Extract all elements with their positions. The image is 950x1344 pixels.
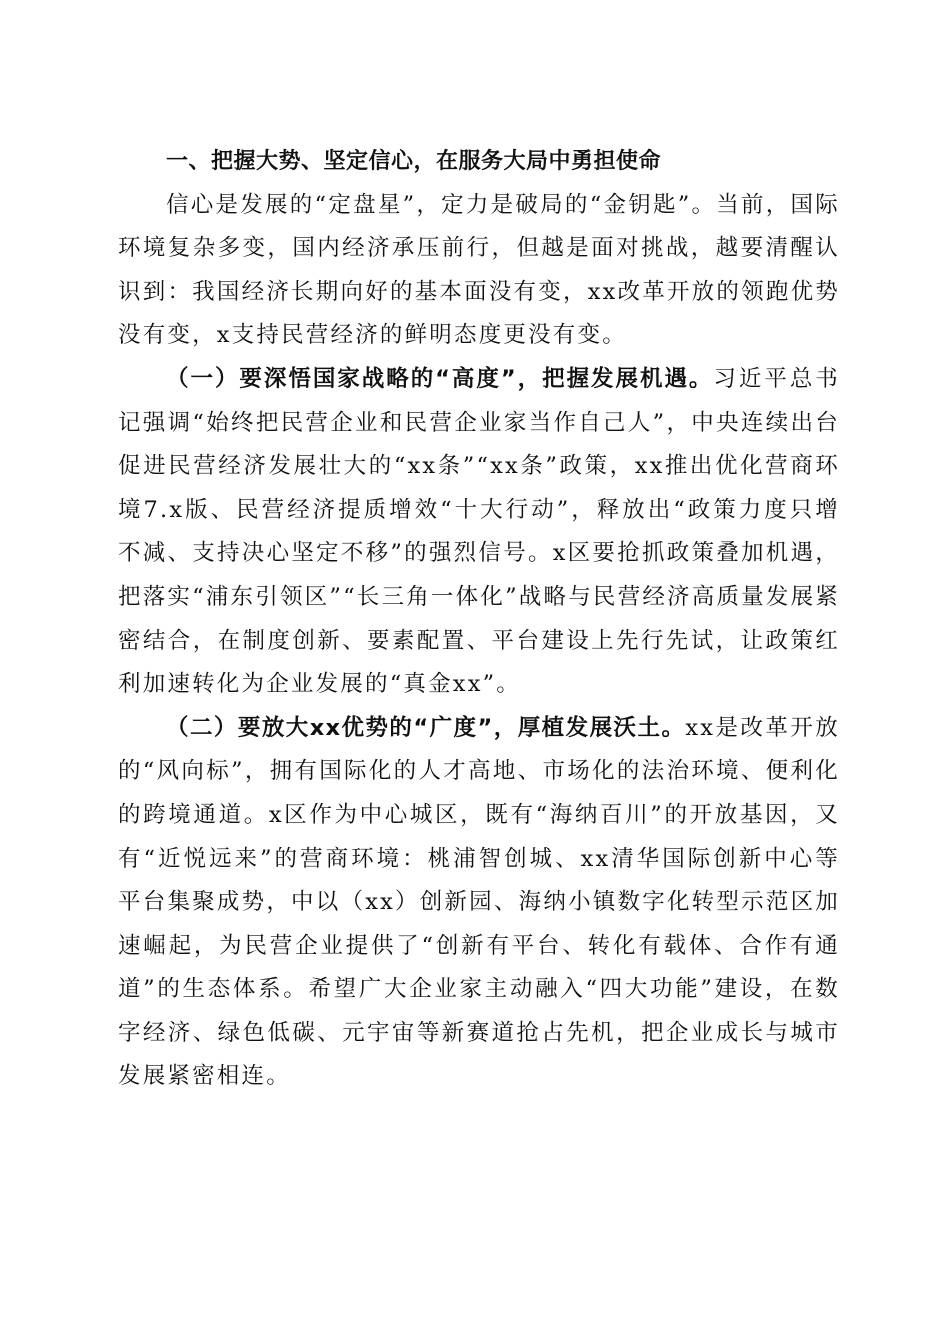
subsection-1-lead: （一）要深悟国家战略的“高度”，把握发展机遇。 <box>166 365 714 392</box>
subsection-1-paragraph <box>118 358 840 707</box>
subsection-2-paragraph <box>118 707 840 1099</box>
subsection-2-lead: （二）要放大xx优势的“广度”，厚植发展沃土。 <box>166 714 686 741</box>
subsection-1-body: 习近平总书记强调“始终把民营企业和民营企业家当作自己人”，中央连续出台促进民营经济发展壮大的“xx条”“xx条”政策，xx推出优化营商环境7.x版、民营经济提质增效“十大行动”，释放出“政策力度只增不减、支持决心坚定不移”的强烈信号。x区要抢抓政策叠加机遇，把落实“浦东引领区”“长三角一体化”战略与民营经济高质量发展紧密结合，在制度创新、要素配置、平台建设上先行先试，让政策红利加速转化为企业发展的“真金xx”。 <box>118 365 840 698</box>
section-heading: 一、把握大势、坚定信心，在服务大局中勇担使命 <box>166 149 662 174</box>
intro-paragraph: 信心是发展的“定盘星”，定力是破局的“金钥匙”。当前，国际环境复杂多变，国内经济承压前行，但越是面对挑战，越要清醒认识到：我国经济长期向好的基本面没有变，xx改革开放的领跑优势没有变，x支持民营经济的鲜明态度更没有变。 <box>118 191 840 349</box>
subsection-2-body: xx是改革开放的“风向标”，拥有国际化的人才高地、市场化的法治环境、便利化的跨境通道。x区作为中心城区，既有“海纳百川”的开放基因，又有“近悦远来”的营商环境：桃浦智创城、xx清华国际创新中心等平台集聚成势，中以（xx）创新园、海纳小镇数字化转型示范区加速崛起，为民营企业提供了“创新有平台、转化有载体、合作有通道”的生态体系。希望广大企业家主动融入“四大功能”建设，在数字经济、绿色低碳、元宇宙等新赛道抢占先机，把企业成长与城市发展紧密相连。 <box>118 714 840 1090</box>
document-body <box>118 140 840 1099</box>
